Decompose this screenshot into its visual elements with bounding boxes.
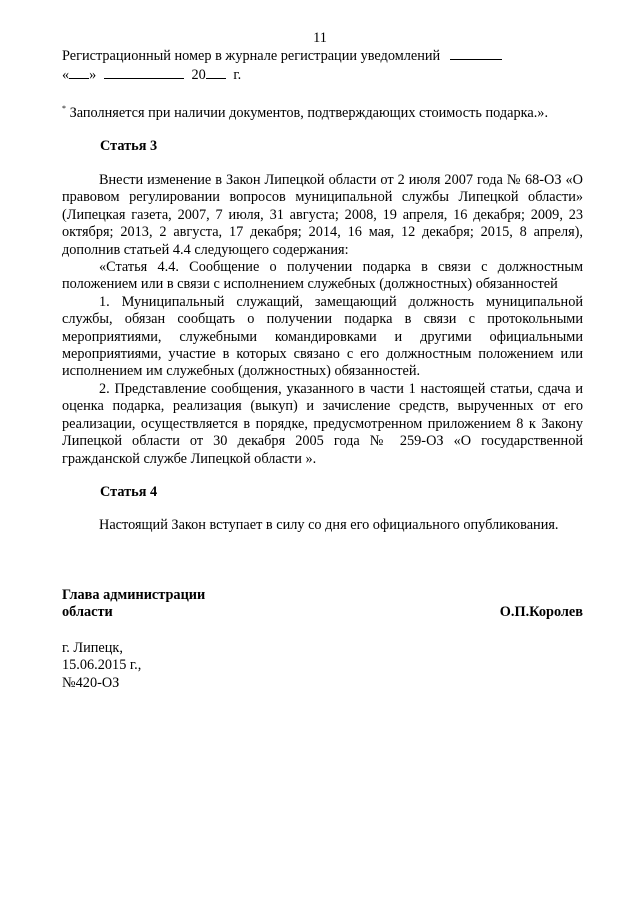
registration-date-line — [62, 66, 582, 84]
registration-label: Регистрационный номер в журнале регистрации уведомлений — [62, 48, 441, 64]
article-4-body — [62, 517, 583, 534]
signature-block — [62, 587, 583, 622]
place-city: г. Липецк, — [62, 640, 123, 656]
footnote-mark: * — [62, 104, 66, 113]
year-suffix: г. — [233, 67, 242, 83]
quote-close: » — [89, 67, 97, 83]
page-number: 11 — [313, 30, 327, 46]
article-3-paragraph: 1. Муниципальный служащий, замещающий должность муниципальной службы, обязан сообщать о получении подарка в связи с протокольными мероприятиями, служебными командировками и другими официальными мероприятиями, участие в которых связано с его должностным положением или исполнением им служебных (должностных) обязанностей. — [62, 293, 583, 380]
registration-number-blank — [450, 47, 502, 60]
signature-title-line2: области — [62, 604, 113, 621]
signature-title-line1: Глава администрации — [62, 587, 206, 603]
year-prefix: 20 — [191, 67, 206, 83]
year-blank — [206, 66, 226, 79]
day-blank — [69, 66, 89, 79]
signature-name: О.П.Королев — [499, 604, 583, 621]
registration-line — [62, 47, 582, 65]
place-date: 15.06.2015 г., — [62, 657, 142, 674]
article-3-paragraph: «Статья 4.4. Сообщение о получении подарка в связи с должностным положением или в связи с исполнением служебных (должностных) обязанностей — [62, 259, 583, 293]
article-3-body — [62, 172, 583, 468]
quote-open: « — [62, 67, 70, 83]
law-number: №420-ОЗ — [62, 674, 120, 691]
article-3-heading: Статья 3 — [100, 138, 158, 154]
article-3-paragraph: 2. Представление сообщения, указанного в части 1 настоящей статьи, сдача и оценка подарка, реализация (выкуп) и зачисление средств, вырученных от его реализации, осуществляется в порядке, предусмотренном приложением 8 к Закону Липецкой области от 30 декабря 2005 года № 259-ОЗ «О государственной гражданской службе Липецкой области ». — [62, 380, 583, 467]
article-4-heading: Статья 4 — [100, 484, 158, 500]
month-blank — [104, 66, 184, 79]
place-date-block — [62, 640, 141, 692]
footnote-text: Заполняется при наличии документов, подтверждающих стоимость подарка.». — [69, 105, 549, 121]
footnote — [62, 100, 602, 122]
article-4-paragraph: Настоящий Закон вступает в силу со дня его официального опубликования. — [99, 517, 559, 533]
article-3-paragraph: Внести изменение в Закон Липецкой области от 2 июля 2007 года № 68-ОЗ «О правовом регулировании вопросов муниципальной службы Липецкой области» (Липецкая газета, 2007, 7 июля, 31 августа; 2008, 19 апреля, 16 декабря; 2009, 23 октября; 2013, 2 августа, 17 декабря; 2014, 16 мая, 12 декабря; 2015, 8 апреля), дополнив статьей 4.4 следующего содержания: — [62, 172, 583, 258]
